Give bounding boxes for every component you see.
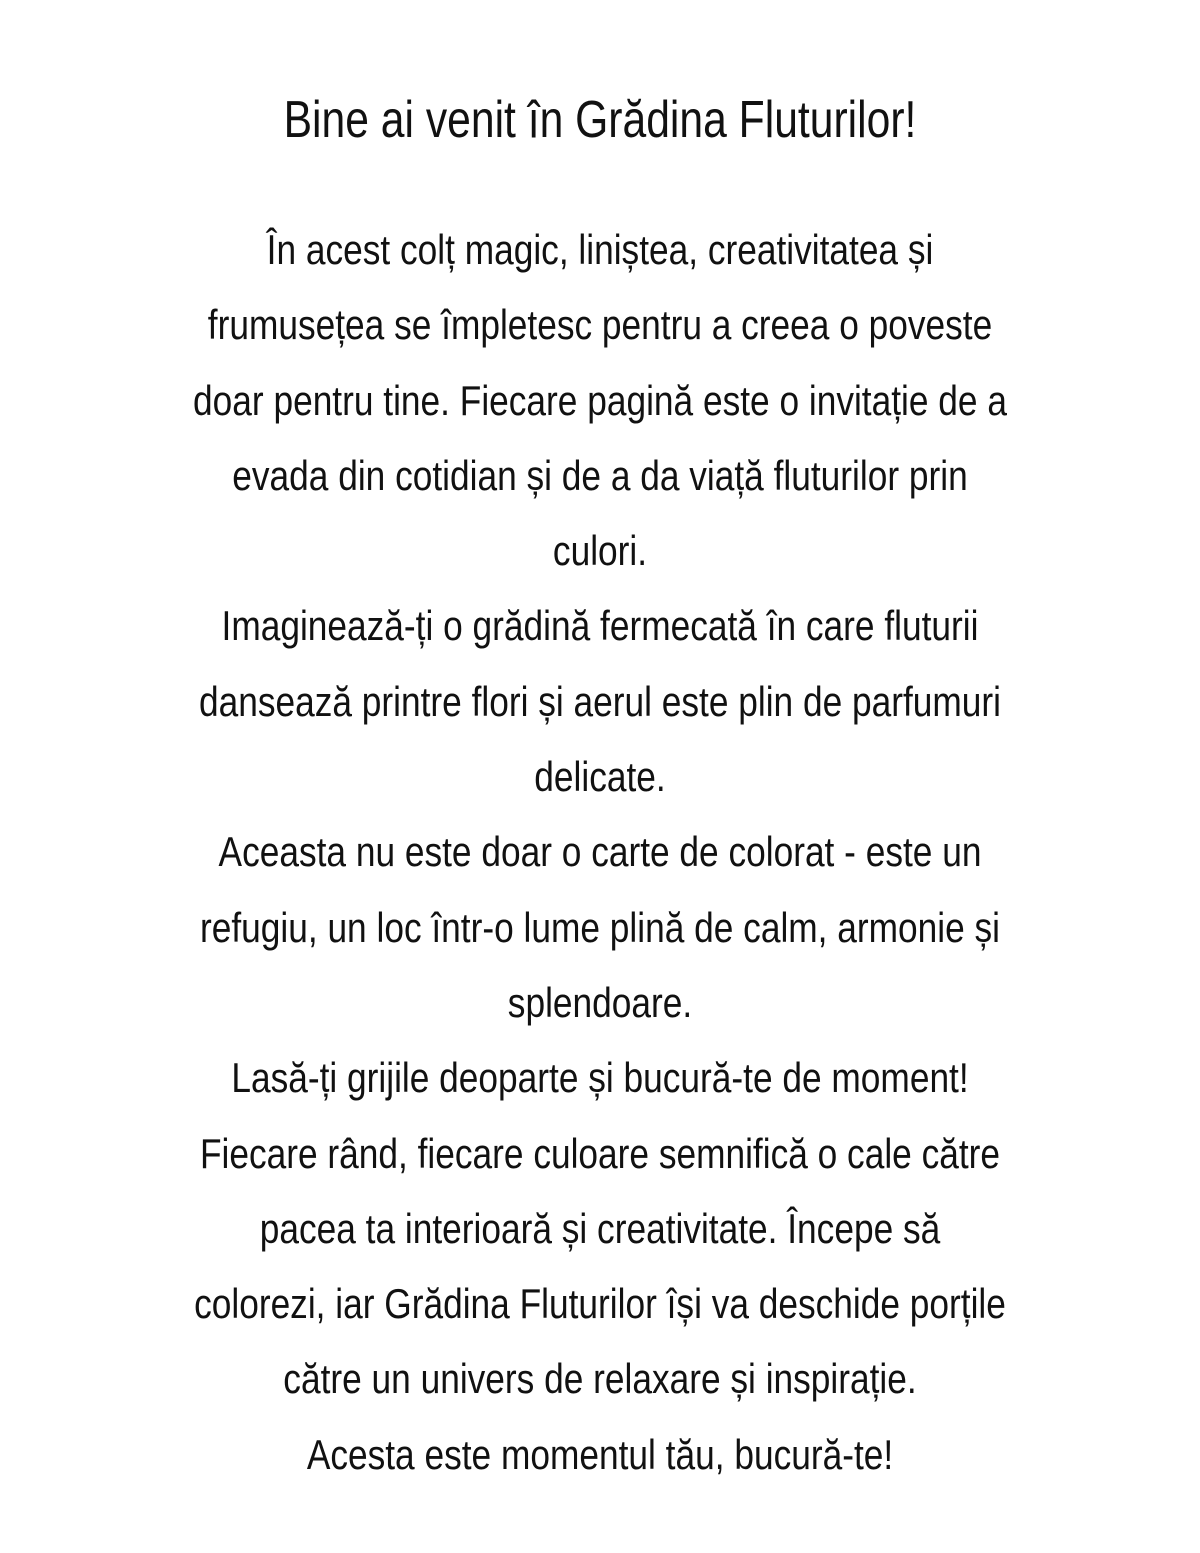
text-line: Imaginează-ți o grădină fermecată în care fluturii bbox=[221, 602, 979, 650]
text-line: În acest colț magic, liniștea, creativitatea și bbox=[266, 226, 934, 273]
text-line: refugiu, un loc într-o lume plină de calm, armonie și bbox=[199, 903, 1001, 951]
text-line: delicate. bbox=[534, 753, 666, 801]
body-text bbox=[0, 212, 1200, 1492]
page-title: Bine ai venit în Grădina Fluturilor! bbox=[283, 91, 917, 149]
text-line: Acesta este momentul tău, bucură-te! bbox=[306, 1430, 894, 1478]
text-line: Lasă-ți grijile deoparte și bucură-te de moment! bbox=[231, 1054, 969, 1102]
text-line: Aceasta nu este doar o carte de colorat - este un bbox=[218, 828, 982, 876]
text-line: splendoare. bbox=[507, 978, 693, 1026]
text-line: pacea ta interioară și creativitate. Începe să bbox=[259, 1204, 941, 1252]
text-line: evada din cotidian și de a da viață fluturilor prin bbox=[232, 451, 968, 499]
text-line: frumusețea se împletesc pentru a creea o poveste bbox=[207, 301, 993, 349]
text-line: dansează printre flori și aerul este plin de parfumuri bbox=[198, 677, 1002, 725]
text-line: colorezi, iar Grădina Fluturilor își va deschide porțile bbox=[194, 1280, 1006, 1328]
text-line: Fiecare rând, fiecare culoare semnifică o cale către bbox=[199, 1129, 1001, 1177]
text-line: către un univers de relaxare și inspirație. bbox=[283, 1355, 917, 1403]
text-line: doar pentru tine. Fiecare pagină este o invitație de a bbox=[193, 376, 1007, 424]
text-line: culori. bbox=[552, 527, 648, 575]
